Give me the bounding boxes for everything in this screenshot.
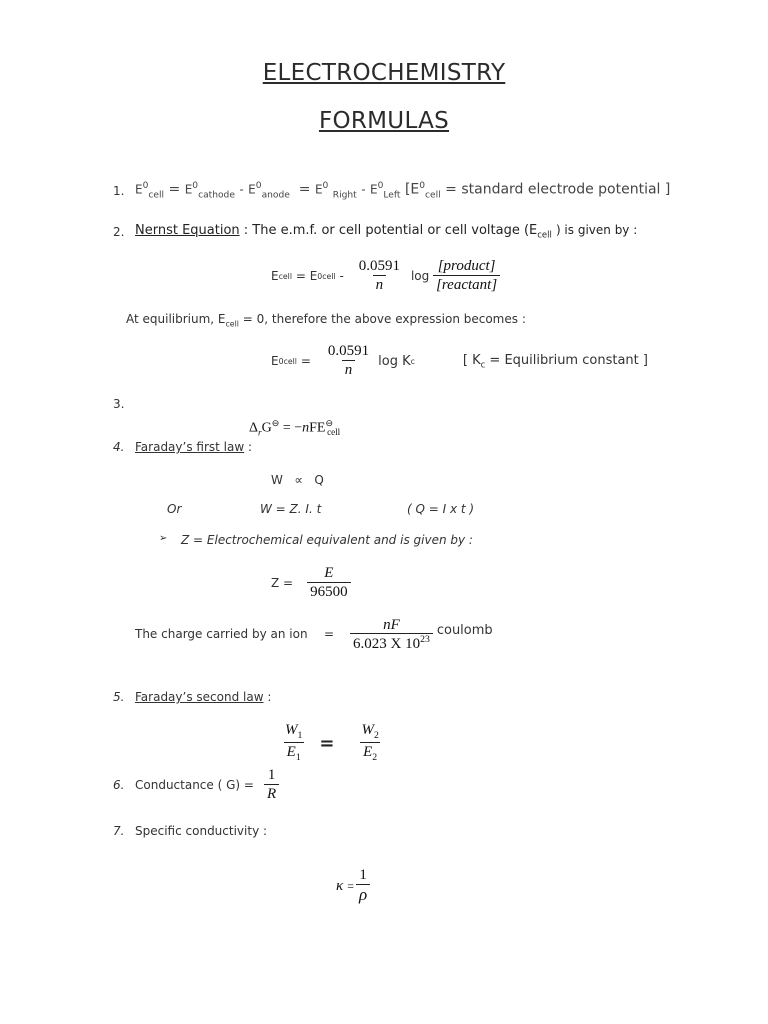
specific-conductivity-equation: κ = $\frac{1}{\rho}$	[336, 864, 370, 908]
item-number-4: 4.	[113, 440, 125, 454]
charge-equation: $\frac{nF}{6.023 X 10^{23}}$ coulomb	[350, 614, 493, 656]
bullet-arrow-icon: ➢	[159, 533, 168, 544]
wzit-formula: W = Z. I. t	[260, 502, 322, 516]
conductance-fraction: $\frac{1}{R}$	[264, 765, 279, 805]
nernst-label: Nernst Equation	[135, 223, 240, 238]
equilibrium-text: At equilibrium, $E_{cell} = 0$, therefore the above expression becomes :	[126, 312, 526, 329]
nernst-equation: E cell = E 0 cell - $\frac{0.0591}{n}$ log $\frac{\text{[product]}}{\text{[reactant]}}$	[271, 256, 500, 296]
page-title: ELECTROCHEMISTRY	[262, 60, 506, 86]
conductance-text: Conductance ( G) =	[135, 778, 254, 792]
z-equation: Z = $\frac{E}{96500}$	[271, 564, 351, 602]
charge-text: The charge carried by an ion	[135, 627, 308, 641]
item-number-5: 5.	[113, 690, 125, 704]
kc-note: [ $K_c$ = Equilibrium constant ]	[462, 352, 648, 370]
charge-equals: =	[324, 627, 335, 641]
faraday-first-law-heading: Faraday’s first law :	[135, 440, 253, 454]
item-number-1: 1.	[113, 184, 125, 198]
proportional-relation: W ∝ Q	[271, 473, 324, 487]
second-law-equation: $\frac{W_1}{E_1}$ = $\frac{W_2}{E_2}$	[285, 722, 379, 764]
formula-standard-potential: $E^0_{cell} = E^0_{cathode} - E^0_{anode} = E^0$ $_{Right} - E^0_{Left}$ [$E^0_{cell}$ = standard electrode potential ]	[135, 181, 671, 201]
z-description: Z = Electrochemical equivalent and is given by :	[181, 533, 473, 547]
item-number-6: 6.	[113, 778, 125, 792]
item-number-7: 7.	[113, 824, 125, 838]
nernst-heading: Nernst Equation : The e.m.f. or cell potential or cell voltage ($E_{cell}$ ) is given by :	[135, 223, 638, 240]
or-label: Or	[167, 502, 182, 516]
gibbs-equation: $\Delta_rG^⊖ = -nFE^⊖_{cell}$	[249, 418, 341, 438]
item-number-2: 2.	[113, 225, 125, 239]
page-subtitle: FORMULAS	[318, 108, 450, 134]
faraday-second-law-heading: Faraday’s second law :	[135, 690, 272, 704]
equilibrium-equation: E 0 cell = $\frac{0.0591}{n}$ log K c [ $K_c$ = Equilibrium constant ]	[271, 343, 648, 378]
qit-formula: ( Q = I x t )	[407, 502, 475, 516]
specific-conductivity-text: Specific conductivity :	[135, 824, 268, 838]
item-number-3: 3.	[113, 397, 125, 411]
